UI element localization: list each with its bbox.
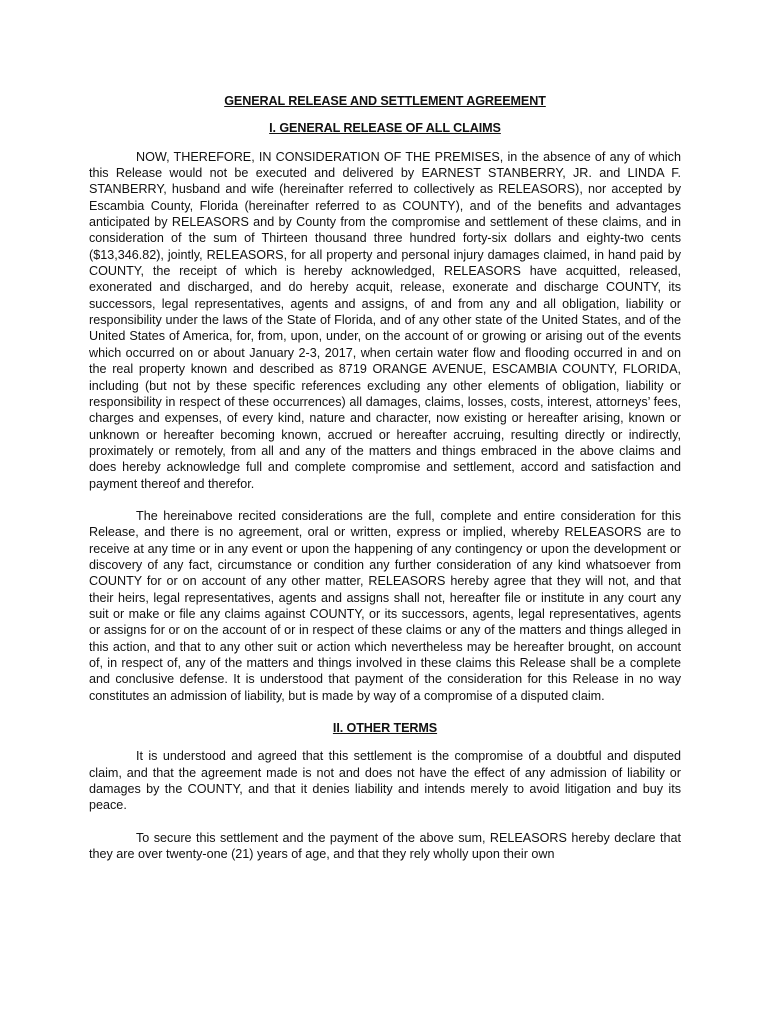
paragraph-compromise: It is understood and agreed that this settlement is the compromise of a doubtful and disputed claim, and that the agreement made is not and does not have the effect of any admission of liability or damages by the COUNTY, and that it denies liability and intends merely to avoid litigation and buy its peace. xyxy=(89,749,681,813)
document-body xyxy=(89,93,681,878)
section-heading-other-terms: II. OTHER TERMS xyxy=(332,721,438,736)
paragraph-age-declaration: To secure this settlement and the payment of the above sum, RELEASORS hereby declare that they are over twenty-one (21) years of age, and that they rely wholly upon their own xyxy=(89,830,681,862)
paragraph-release-consideration: NOW, THEREFORE, IN CONSIDERATION OF THE PREMISES, in the absence of any of which this Release would not be executed and delivered by EARNEST STANBERRY, JR. and LINDA F. STANBERRY, husband and wife (hereinafter referred to collectively as RELEASORS), nor accepted by Escambia County, Florida (hereinafter referred to as COUNTY), and of the benefits and advantages anticipated by RELEASORS and by County from the compromise and settlement of these claims, and in consideration of the sum of Thirteen thousand three hundred forty-six dollars and eighty-two cents ($13,346.82), jointly, RELEASORS, for all property and personal injury damages claimed, in hand paid by COUNTY, the receipt of which is hereby acknowledged, RELEASORS have acquitted, released, exonerated and discharged, and do hereby acquit, release, exonerate and discharge COUNTY, its successors, legal representatives, agents and assigns, of and from any and all obligation, liability or responsibility under the laws of the State of Florida, and of any other state of the United States, and of the United States of America, for, from, upon, under, on the account of or growing or arising out of the events which occurred on or about January 2-3, 2017, when certain water flow and flooding occurred in and on the real property known and described as 8719 ORANGE AVENUE, ESCAMBIA COUNTY, FLORIDA, including (but not by these specific references excluding any other elements of obligation, liability or responsibility in respect of these occurrences) all damages, claims, losses, costs, interest, attorneys’ fees, charges and expenses, of every kind, nature and character, now existing or hereafter arising, known or unknown or hereafter becoming known, accrued or hereafter accruing, resulting directly or indirectly, proximately or remotely, from all and any of the matters and things embraced in the above claims and does hereby acknowledge full and complete compromise and settlement, accord and satisfaction and payment thereof and therefor. xyxy=(89,149,681,491)
document-title: GENERAL RELEASE AND SETTLEMENT AGREEMENT xyxy=(224,94,546,108)
paragraph-full-consideration: The hereinabove recited considerations are the full, complete and entire consideration for this Release, and there is no agreement, oral or written, express or implied, whereby RELEASORS are to receive at any time or in any event or upon the happening of any contingency or upon the development or discovery of any fact, circumstance or condition any further consideration of any kind whatsoever from COUNTY for or on account of any other matter, RELEASORS hereby agree that they will not, and that their heirs, legal representatives, agents and assigns shall not, hereafter file or institute in any court any suit or make or file any claims against COUNTY, or its successors, agents, legal representatives, agents or assigns for or on the account of or in respect of these claims or any of the matters and things alleged in this action, and that to any other suit or action which nevertheless may be hereafter brought, on account of, in respect of, any of the matters and things involved in these claims this Release shall be a complete and conclusive defense. It is understood that payment of the consideration for this Release in no way constitutes an admission of liability, but is made by way of a compromise of a disputed claim. xyxy=(89,508,681,703)
section-heading-general-release: I. GENERAL RELEASE OF ALL CLAIMS xyxy=(269,121,501,136)
